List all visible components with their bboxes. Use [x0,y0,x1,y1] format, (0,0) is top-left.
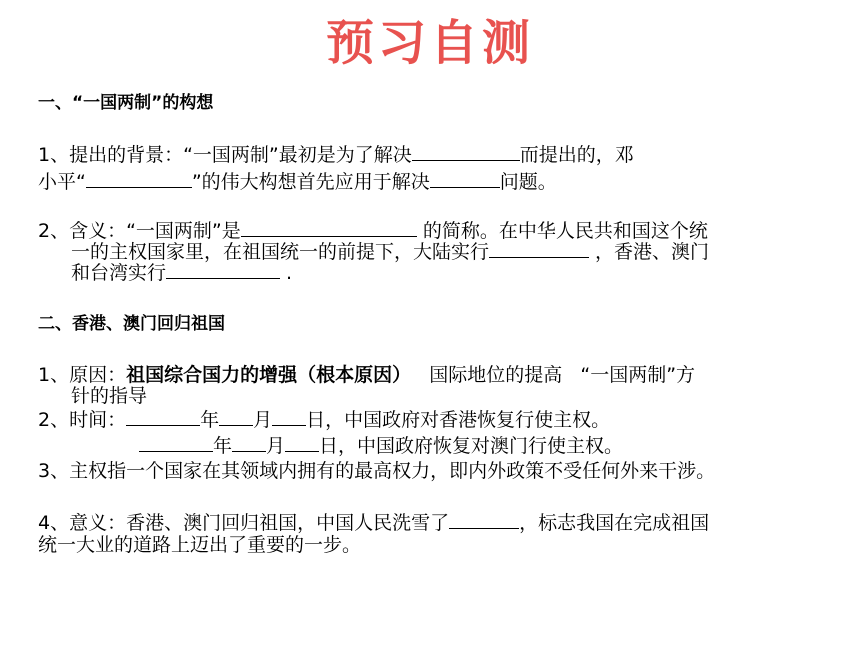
s2-q4-line1 [38,511,709,534]
month-label: 月 [253,409,273,431]
s2-q1-line2: 针的指导 [71,385,148,407]
s1-q1-line2 [38,170,557,193]
s2-q2-line2 [139,434,623,457]
s2-q1-rest: 国际地位的提高 “一国两制”方 [411,364,696,386]
s1-q1-text-d: ”的伟大构想首先应用于解决 [191,171,430,193]
s2-q2-prefix: 2、时间： [38,409,127,431]
s2-q1-bold: 祖国综合国力的增强（根本原因） [126,364,412,386]
s2-q4-text-a: 4、意义：香港、澳门回归祖国，中国人民洗雪了 [38,512,450,534]
blank-field[interactable] [139,434,213,452]
s1-q1-text-a: 1、提出的背景：“一国两制”最初是为了解决 [38,144,412,166]
s1-q1-line1 [38,143,634,166]
s2-q1-line1 [38,364,695,386]
hk-tail: 日，中国政府对香港恢复行使主权。 [306,409,611,431]
s1-q2-line2 [71,240,709,263]
s1-q1-text-e: 问题。 [499,171,557,193]
month-label: 月 [266,435,286,457]
s1-q2-line3 [71,261,292,284]
s1-q2-text-f: . [280,262,293,284]
section2-heading: 二、香港、澳门回归祖国 [38,314,225,334]
blank-field[interactable] [86,170,192,188]
blank-field[interactable] [449,511,519,529]
blank-field[interactable] [232,434,266,452]
s1-q1-text-c: 小平“ [38,171,86,193]
s1-q2-text-d: ，香港、澳门 [589,241,710,263]
year-label: 年 [213,435,233,457]
s2-q1-prefix: 1、原因： [38,364,127,386]
blank-field[interactable] [412,143,520,161]
s2-q4-line2: 统一大业的道路上迈出了重要的一步。 [38,534,362,556]
blank-field[interactable] [272,408,306,426]
s1-q1-text-b: 而提出的，邓 [519,144,634,166]
mo-tail: 日，中国政府恢复对澳门行使主权。 [319,435,624,457]
s2-q2-line1 [38,408,610,431]
blank-field[interactable] [166,261,280,279]
blank-field[interactable] [219,408,253,426]
s1-q2-text-b: 的简称。在中华人民共和国这个统 [416,220,708,242]
blank-field[interactable] [126,408,200,426]
s1-q2-line1 [38,219,708,242]
blank-field[interactable] [285,434,319,452]
blank-field[interactable] [489,240,589,258]
blank-field[interactable] [430,170,500,188]
s2-q4-text-b: ，标志我国在完成祖国 [519,512,710,534]
s1-q2-text-c: 一的主权国家里，在祖国统一的前提下，大陆实行 [71,241,490,263]
s1-q2-text-e: 和台湾实行 [71,262,167,284]
page-title: 预习自测 [325,15,534,71]
section1-heading: 一、“一国两制”的构想 [38,93,214,113]
year-label: 年 [200,409,220,431]
blank-field[interactable] [241,219,417,237]
s1-q2-text-a: 2、含义：“一国两制”是 [38,220,241,242]
s2-q3-line: 3、主权指一个国家在其领域内拥有的最高权力，即内外政策不受任何外来干涉。 [38,460,716,482]
